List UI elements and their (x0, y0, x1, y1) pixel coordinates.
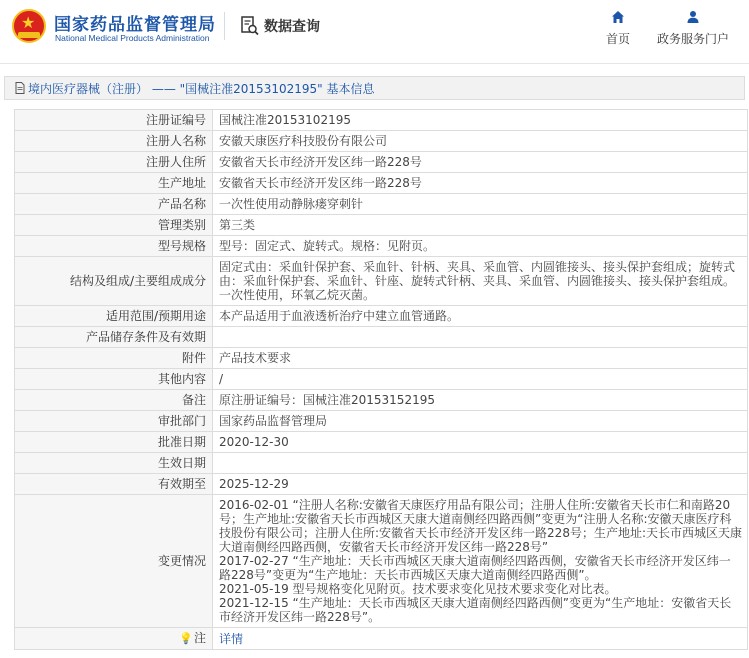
change-entry: 2017-02-27 “生产地址：天长市西城区天康大道南侧经四路西侧，安徽省天长市经济开发区纬一路228号”变更为“生产地址：天长市西城区天康大道南侧经四路西侧”。 (219, 554, 731, 582)
site-header (0, 0, 749, 64)
field-label: 批准日期 (15, 432, 213, 453)
table-row (15, 131, 748, 152)
field-value: 2020-12-30 (213, 432, 748, 453)
field-value: 国家药品监督管理局 (213, 411, 748, 432)
nav-gov-services-label: 政务服务门户 (656, 32, 729, 46)
brand-title[interactable]: 国家药品监督管理局 (54, 15, 216, 35)
field-label: 生效日期 (15, 453, 213, 474)
field-value: 产品技术要求 (213, 348, 748, 369)
field-label: 注册人名称 (15, 131, 213, 152)
field-value: 型号：固定式、旋转式。规格：见附页。 (213, 236, 748, 257)
field-value: 一次性使用动静脉瘘穿刺针 (213, 194, 748, 215)
field-label: 生产地址 (15, 173, 213, 194)
nav-home[interactable] (603, 10, 633, 47)
field-label: 有效期至 (15, 474, 213, 495)
data-query-label: 数据查询 (264, 19, 320, 35)
field-value: 原注册证编号：国械注准20153152195 (213, 390, 748, 411)
national-emblem-logo: ★ (12, 9, 46, 43)
field-value: 安徽省天长市经济开发区纬一路228号 (213, 173, 748, 194)
document-icon (15, 82, 25, 94)
record-title: 境内医疗器械（注册） —— "国械注准20153102195" 基本信息 (28, 81, 375, 96)
details-link[interactable]: 详情 (219, 631, 244, 646)
field-value: 本产品适用于血液透析治疗中建立血管通路。 (213, 306, 748, 327)
table-row (15, 474, 748, 495)
user-icon (686, 10, 700, 24)
table-row (15, 215, 748, 236)
field-value: / (213, 369, 748, 390)
change-entry: 2021-05-19 型号规格变化见附页。技术要求变化见技术要求变化对比表。 (219, 582, 617, 596)
table-row (15, 194, 748, 215)
document-search-icon (240, 16, 260, 36)
field-value: 固定式由：采血针保护套、采血针、针柄、夹具、采血管、内圆锥接头、接头保护套组成；旋转式由：采血针保护套、采血针、针座、旋转式针柄、夹具、采血管、内圆锥接头、接头保护套组成。一次性使用，环氧乙烷灭菌。 (213, 257, 748, 306)
table-row (15, 306, 748, 327)
field-value: 第三类 (213, 215, 748, 236)
field-label: 适用范围/预期用途 (15, 306, 213, 327)
brand-subtitle: National Medical Products Administration (55, 33, 210, 43)
field-label: 附件 (15, 348, 213, 369)
field-label: 注册证编号 (15, 110, 213, 131)
field-value: 安徽天康医疗科技股份有限公司 (213, 131, 748, 152)
field-label: 管理类别 (15, 215, 213, 236)
change-entry: 2016-02-01 “注册人名称:安徽省天康医疗用品有限公司；注册人住所:安徽省天长市仁和南路20号；生产地址:安徽省天长市西城区天康大道南侧经四路西侧”变更为“注册人名称:安徽天康医疗科技股份有限公司；注册人住所:安徽省天长市经济开发区纬一路228号；生产地址:天长市西城区天康大道南侧经四路西侧，安徽省天长市经济开发区纬一路228号” (219, 498, 742, 554)
change-entry: 2021-12-15 “生产地址：天长市西城区天康大道南侧经四路西侧”变更为“生产地址：安徽省天长市经济开发区纬一路228号”。 (219, 596, 732, 624)
field-value (213, 628, 748, 650)
field-value (213, 453, 748, 474)
nav-home-label: 首页 (605, 32, 630, 46)
field-label: 其他内容 (15, 369, 213, 390)
note-label: 注 (193, 631, 206, 645)
table-row (15, 110, 748, 131)
table-row (15, 257, 748, 306)
field-value: 安徽省天长市经济开发区纬一路228号 (213, 152, 748, 173)
nav-gov-services[interactable] (655, 10, 731, 47)
field-label: 变更情况 (15, 495, 213, 628)
detail-table-wrap (14, 109, 748, 650)
table-row (15, 390, 748, 411)
table-row (15, 628, 748, 650)
field-label: 型号规格 (15, 236, 213, 257)
detail-table (14, 109, 748, 650)
field-value: 2025-12-29 (213, 474, 748, 495)
field-label (15, 628, 213, 650)
field-label: 结构及组成/主要组成成分 (15, 257, 213, 306)
table-row (15, 432, 748, 453)
field-label: 产品储存条件及有效期 (15, 327, 213, 348)
lightbulb-icon: 💡 (179, 632, 193, 645)
field-value (213, 327, 748, 348)
change-history (213, 495, 748, 628)
table-row (15, 173, 748, 194)
table-row (15, 453, 748, 474)
table-row (15, 369, 748, 390)
field-value: 国械注准20153102195 (213, 110, 748, 131)
header-divider (224, 12, 225, 40)
field-label: 产品名称 (15, 194, 213, 215)
home-icon (611, 10, 625, 24)
table-row (15, 411, 748, 432)
table-row (15, 152, 748, 173)
table-row (15, 236, 748, 257)
field-label: 审批部门 (15, 411, 213, 432)
table-row (15, 348, 748, 369)
data-query-link[interactable] (240, 16, 320, 36)
table-row (15, 495, 748, 628)
table-row (15, 327, 748, 348)
field-label: 注册人住所 (15, 152, 213, 173)
field-label: 备注 (15, 390, 213, 411)
record-title-bar (4, 76, 745, 100)
